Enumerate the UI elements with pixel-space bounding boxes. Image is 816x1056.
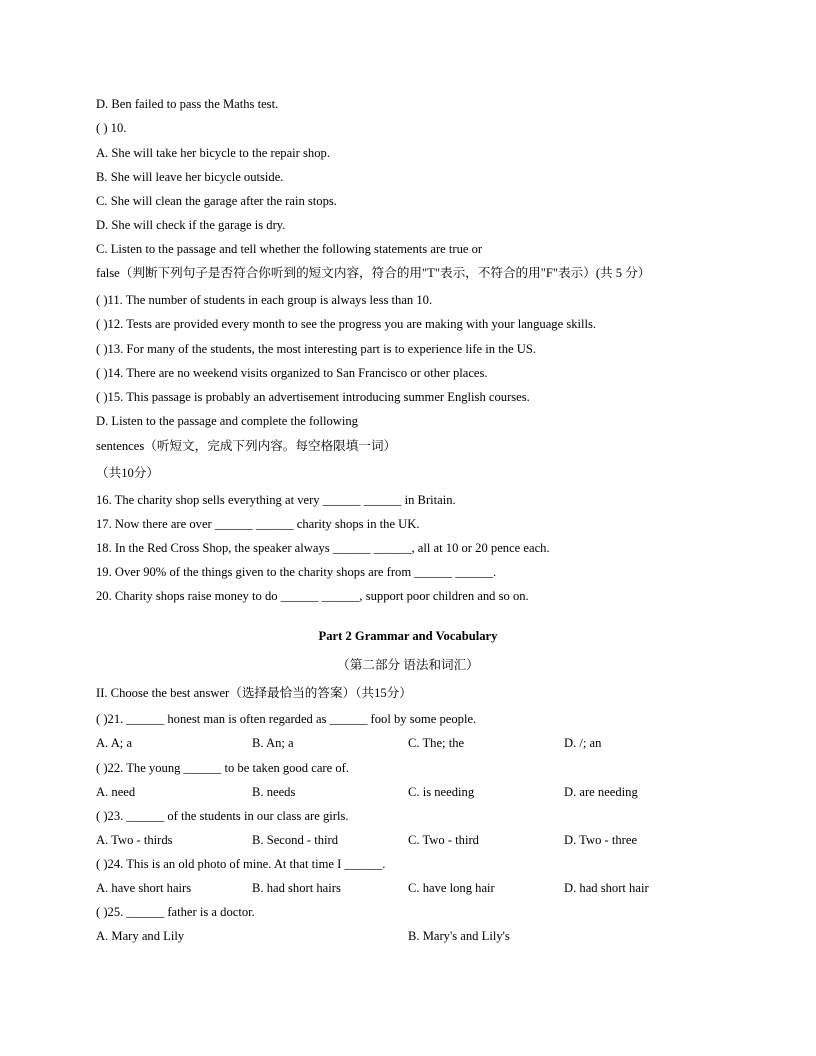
q20: 20. Charity shops raise money to do ______ ______, support poor children and so on. — [96, 589, 529, 603]
q22-option-d: D. are needing — [564, 785, 638, 799]
section-d-title: D. Listen to the passage and complete the following — [96, 414, 358, 428]
q22-option-a: A. need — [96, 785, 136, 799]
section-ii-title: II. Choose the best answer（选择最恰当的答案）（共15分） — [96, 686, 412, 700]
q23-option-a: A. Two - thirds — [96, 833, 173, 847]
q21-option-d: D. /; an — [564, 736, 602, 750]
q10-stem: ( ) 10. — [96, 121, 127, 135]
q22: ( )22. The young ______ to be taken good care of. — [96, 761, 349, 775]
q16: 16. The charity shop sells everything at very ______ ______ in Britain. — [96, 493, 456, 507]
q10-option-c: C. She will clean the garage after the rain stops. — [96, 194, 337, 208]
q13: ( )13. For many of the students, the most interesting part is to experience life in the US. — [96, 342, 536, 356]
q23-option-c: C. Two - third — [408, 833, 479, 847]
q25-option-b: B. Mary's and Lily's — [408, 929, 510, 943]
q22-option-b: B. needs — [252, 785, 296, 799]
q15: ( )15. This passage is probably an advertisement introducing summer English courses. — [96, 390, 530, 404]
q9-option-d: D. Ben failed to pass the Maths test. — [96, 97, 279, 111]
q24-option-d: D. had short hair — [564, 881, 649, 895]
section-c-title: C. Listen to the passage and tell whether the following statements are true or — [96, 242, 483, 256]
q22-option-c: C. is needing — [408, 785, 475, 799]
section-d-points: （共10分） — [96, 466, 159, 480]
q21-option-a: A. A; a — [96, 736, 133, 750]
q21: ( )21. ______ honest man is often regarded as ______ fool by some people. — [96, 712, 477, 726]
section-c-instructions: false（判断下列句子是否符合你听到的短文内容，符合的用"T"表示，不符合的用"F"表示）(共 5 分） — [96, 266, 651, 280]
q10-option-d: D. She will check if the garage is dry. — [96, 218, 286, 232]
q10-option-b: B. She will leave her bicycle outside. — [96, 170, 284, 184]
q11: ( )11. The number of students in each group is always less than 10. — [96, 293, 433, 307]
q24-option-c: C. have long hair — [408, 881, 495, 895]
q24-option-b: B. had short hairs — [252, 881, 341, 895]
q23-option-d: D. Two - three — [564, 833, 638, 847]
section-d-instructions: sentences（听短文，完成下列内容。每空格限填一词） — [96, 439, 397, 453]
q24-option-a: A. have short hairs — [96, 881, 192, 895]
q12: ( )12. Tests are provided every month to see the progress you are making with your language skills. — [96, 317, 597, 331]
part2-subheading: （第二部分 语法和词汇） — [337, 658, 479, 672]
q24: ( )24. This is an old photo of mine. At that time I ______. — [96, 857, 386, 871]
q23: ( )23. ______ of the students in our class are girls. — [96, 809, 349, 823]
q18: 18. In the Red Cross Shop, the speaker always ______ ______, all at 10 or 20 pence each. — [96, 541, 550, 555]
q23-option-b: B. Second - third — [252, 833, 339, 847]
q19: 19. Over 90% of the things given to the charity shops are from ______ ______. — [96, 565, 497, 579]
q25: ( )25. ______ father is a doctor. — [96, 905, 255, 919]
q25-option-a: A. Mary and Lily — [96, 929, 185, 943]
q21-option-c: C. The; the — [408, 736, 465, 750]
q17: 17. Now there are over ______ ______ charity shops in the UK. — [96, 517, 420, 531]
part2-heading: Part 2 Grammar and Vocabulary — [318, 629, 498, 643]
q10-option-a: A. She will take her bicycle to the repair shop. — [96, 146, 330, 160]
q21-option-b: B. An; a — [252, 736, 294, 750]
q14: ( )14. There are no weekend visits organized to San Francisco or other places. — [96, 366, 488, 380]
